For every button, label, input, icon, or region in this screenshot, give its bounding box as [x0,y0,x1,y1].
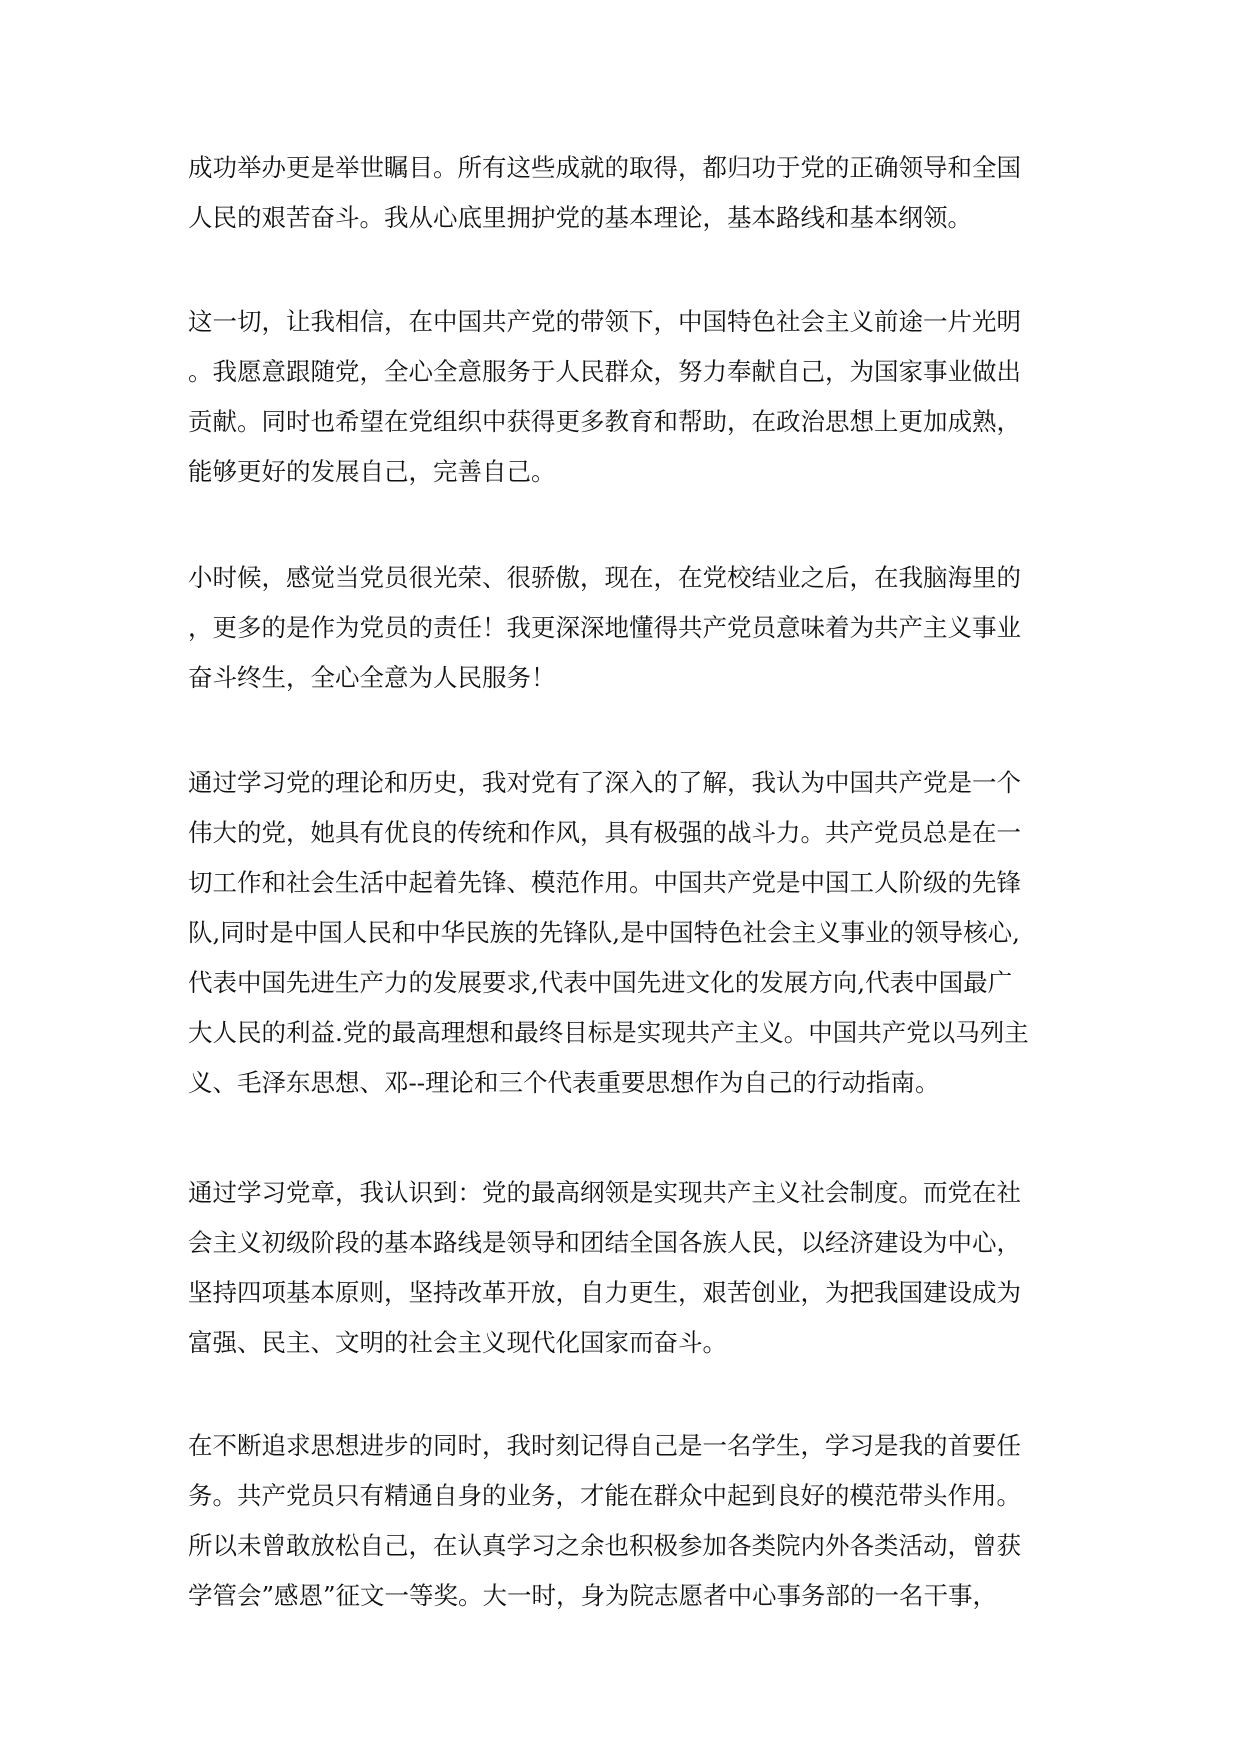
text-line: ，更多的是作为党员的责任！我更深深地懂得共产党员意味着为共产主义事业 [188,613,1021,642]
paragraph-5 [188,1168,1068,1368]
paragraph-4 [188,758,1068,1108]
paragraph-2 [188,297,1068,497]
text-line: 通过学习党的理论和历史，我对党有了深入的了解，我认为中国共产党是一个 [188,768,1021,797]
text-line: 坚持四项基本原则，坚持改革开放，自力更生，艰苦创业，为把我国建设成为 [188,1278,1021,1307]
text-line: 小时候，感觉当党员很光荣、很骄傲，现在，在党校结业之后，在我脑海里的 [188,563,1021,592]
text-line: 大人民的利益.党的最高理想和最终目标是实现共产主义。中国共产党以马列主 [188,1018,1029,1047]
text-line: 义、毛泽东思想、邓--理论和三个代表重要思想作为自己的行动指南。 [188,1068,940,1097]
text-line: 奋斗终生，全心全意为人民服务！ [188,663,556,692]
paragraph-1 [188,143,1068,243]
text-line: 贡献。同时也希望在党组织中获得更多教育和帮助，在政治思想上更加成熟， [188,407,1021,436]
paragraph-6 [188,1421,1068,1621]
text-line: 所以未曾敢放松自己，在认真学习之余也积极参加各类院内外各类活动，曾获 [188,1531,1021,1560]
text-line: 切工作和社会生活中起着先锋、模范作用。中国共产党是中国工人阶级的先锋 [188,868,1021,897]
text-line: 这一切，让我相信，在中国共产党的带领下，中国特色社会主义前途一片光明 [188,307,1021,336]
text-line: 。我愿意跟随党，全心全意服务于人民群众，努力奉献自己，为国家事业做出 [188,357,1021,386]
text-line: 通过学习党章，我认识到：党的最高纲领是实现共产主义社会制度。而党在社 [188,1178,1021,1207]
text-line: 代表中国先进生产力的发展要求,代表中国先进文化的发展方向,代表中国最广 [188,968,1013,997]
text-line: 务。共产党员只有精通自身的业务，才能在群众中起到良好的模范带头作用。 [188,1481,1021,1510]
text-line: 能够更好的发展自己，完善自己。 [188,457,556,486]
text-line: 队,同时是中国人民和中华民族的先锋队,是中国特色社会主义事业的领导核心, [188,918,1020,947]
text-line: 人民的艰苦奋斗。我从心底里拥护党的基本理论，基本路线和基本纲领。 [188,203,972,232]
text-line: 成功举办更是举世瞩目。所有这些成就的取得，都归功于党的正确领导和全国 [188,153,1021,182]
text-line: 学管会”感恩”征文一等奖。大一时，身为院志愿者中心事务部的一名干事， [188,1581,998,1610]
text-line: 富强、民主、文明的社会主义现代化国家而奋斗。 [188,1328,727,1357]
text-line: 伟大的党，她具有优良的传统和作风，具有极强的战斗力。共产党员总是在一 [188,818,1021,847]
text-line: 在不断追求思想进步的同时，我时刻记得自己是一名学生，学习是我的首要任 [188,1431,1021,1460]
paragraph-3 [188,553,1068,703]
text-line: 会主义初级阶段的基本路线是领导和团结全国各族人民，以经济建设为中心， [188,1228,1021,1257]
